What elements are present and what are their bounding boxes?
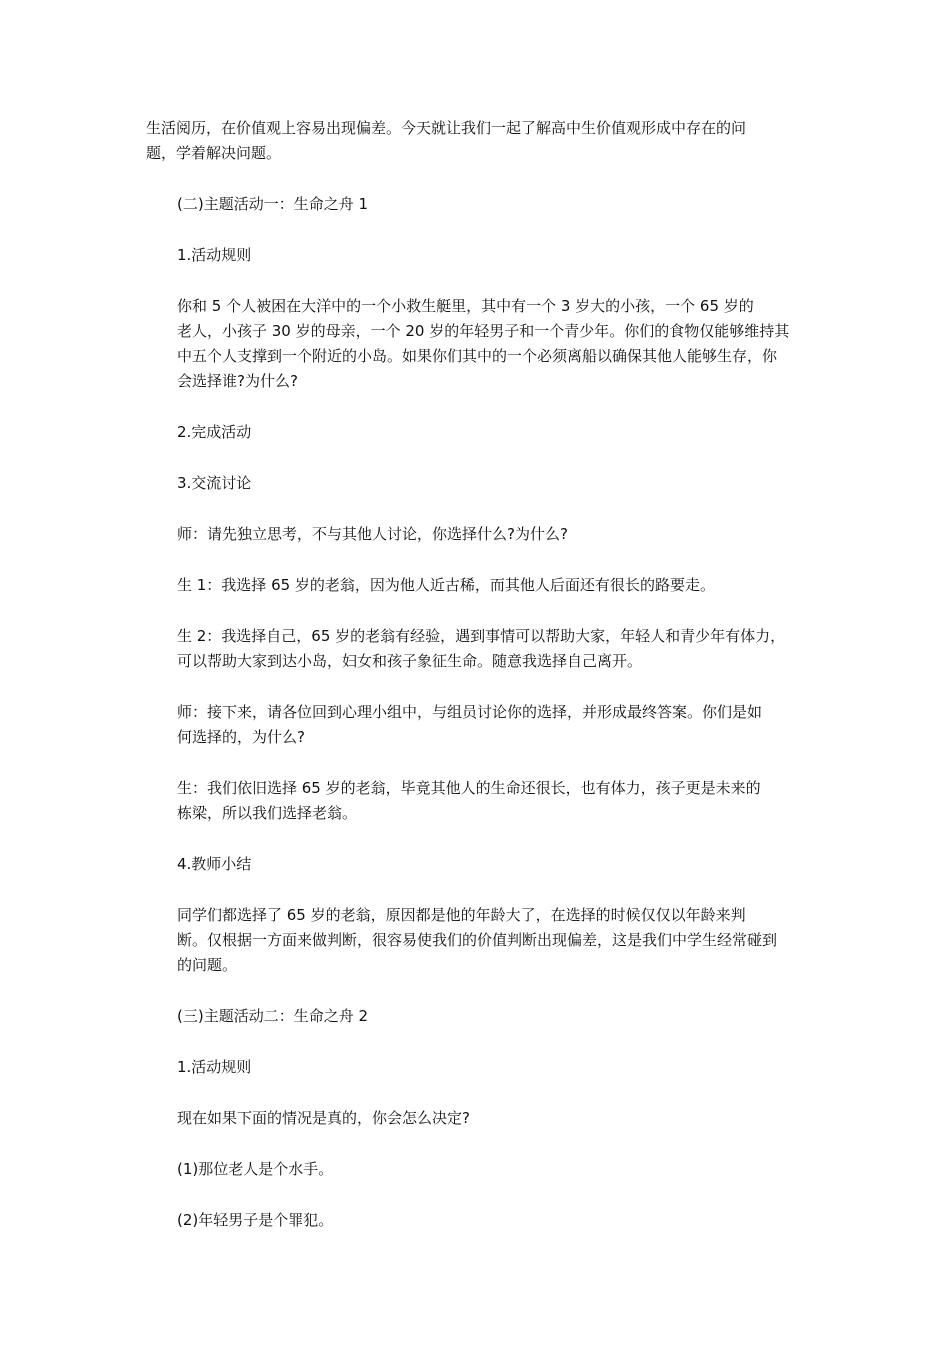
- subheading-rules-2: [146, 1055, 806, 1080]
- text-line: 中五个人支撑到一个附近的小岛。如果你们其中的一个必须离船以确保其他人能够生存，你: [177, 347, 778, 365]
- text-line: 1.活动规则: [177, 1058, 252, 1076]
- subheading-teacher-summary: [146, 852, 806, 877]
- paragraph-intro-continuation: [146, 116, 806, 166]
- text-line: (1)那位老人是个水手。: [177, 1160, 334, 1178]
- text-line: 题，学着解决问题。: [146, 144, 282, 162]
- text-line: 生活阅历，在价值观上容易出现偏差。今天就让我们一起了解高中生价值观形成中存在的问: [146, 119, 747, 137]
- text-line: 老人，小孩子 30 岁的母亲，一个 20 岁的年轻男子和一个青少年。你们的食物仅能够维持其: [177, 322, 790, 340]
- section-heading-activity-1: [146, 192, 806, 217]
- text-line: 断。仅根据一方面来做判断，很容易使我们的价值判断出现偏差，这是我们中学生经常碰到: [177, 931, 778, 949]
- paragraph-student-1: [146, 573, 806, 598]
- text-line: 现在如果下面的情况是真的，你会怎么决定?: [177, 1109, 470, 1127]
- paragraph-student-group: [146, 776, 806, 826]
- paragraph-new-situation: [146, 1106, 806, 1131]
- paragraph-teacher-group: [146, 700, 806, 750]
- text-line: 师：接下来，请各位回到心理小组中，与组员讨论你的选择，并形成最终答案。你们是如: [177, 703, 763, 721]
- text-line: 会选择谁?为什么?: [177, 372, 298, 390]
- text-line: (二)主题活动一：生命之舟 1: [177, 195, 369, 213]
- paragraph-summary: [146, 903, 806, 978]
- paragraph-student-2: [146, 624, 806, 674]
- text-line: 可以帮助大家到达小岛，妇女和孩子象征生命。随意我选择自己离开。: [177, 652, 643, 670]
- list-item-2: [146, 1208, 806, 1233]
- paragraph-teacher-question: [146, 522, 806, 547]
- text-line: (三)主题活动二：生命之舟 2: [177, 1007, 369, 1025]
- text-line: 生 1：我选择 65 岁的老翁，因为他人近古稀，而其他人后面还有很长的路要走。: [177, 576, 715, 594]
- text-line: 生：我们依旧选择 65 岁的老翁，毕竟其他人的生命还很长，也有体力，孩子更是未来的: [177, 779, 761, 797]
- subheading-complete-activity: [146, 420, 806, 445]
- text-line: 何选择的，为什么?: [177, 728, 305, 746]
- text-line: 生 2：我选择自己，65 岁的老翁有经验，遇到事情可以帮助大家，年轻人和青少年有体力，: [177, 627, 786, 645]
- text-line: (2)年轻男子是个罪犯。: [177, 1211, 334, 1229]
- paragraph-scenario: [146, 294, 806, 394]
- text-line: 栋梁，所以我们选择老翁。: [177, 804, 358, 822]
- text-line: 3.交流讨论: [177, 474, 252, 492]
- subheading-discussion: [146, 471, 806, 496]
- document-body: [146, 116, 806, 1259]
- text-line: 师：请先独立思考，不与其他人讨论，你选择什么?为什么?: [177, 525, 568, 543]
- text-line: 1.活动规则: [177, 246, 252, 264]
- subheading-rules: [146, 243, 806, 268]
- list-item-1: [146, 1157, 806, 1182]
- section-heading-activity-2: [146, 1004, 806, 1029]
- text-line: 4.教师小结: [177, 855, 252, 873]
- text-line: 同学们都选择了 65 岁的老翁，原因都是他的年龄大了，在选择的时候仅仅以年龄来判: [177, 906, 746, 924]
- text-line: 你和 5 个人被困在大洋中的一个小救生艇里，其中有一个 3 岁大的小孩，一个 65 岁的: [177, 297, 754, 315]
- text-line: 2.完成活动: [177, 423, 252, 441]
- text-line: 的问题。: [177, 956, 238, 974]
